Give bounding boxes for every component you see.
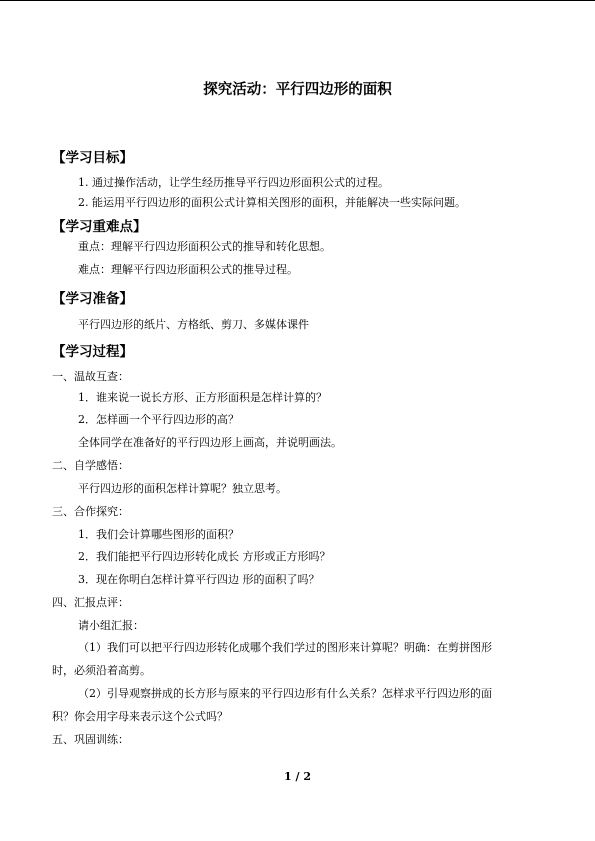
process-line: 1．我们会计算哪些图形的面积？ <box>78 528 239 541</box>
process-line: 时，必须沿着高剪。 <box>52 664 151 677</box>
process-step: 四、汇报点评： <box>52 596 129 609</box>
section-heading-keypoints: 【学习重难点】 <box>52 219 147 235</box>
keypoint-item: 难点：理解平行四边形面积公式的推导过程。 <box>78 263 298 276</box>
process-step: 一、温故互查： <box>52 370 129 383</box>
process-line: 2．我们能把平行四边形转化成长 方形或正方形吗？ <box>78 550 331 563</box>
page-number: 1 / 2 <box>284 770 311 783</box>
process-line: 全体同学在准备好的平行四边形上画高，并说明画法。 <box>78 436 342 449</box>
section-heading-prep: 【学习准备】 <box>52 291 133 307</box>
keypoint-item: 重点：理解平行四边形面积公式的推导和转化思想。 <box>78 240 331 253</box>
page-title: 探究活动：平行四边形的面积 <box>203 82 392 98</box>
process-line: （1）我们可以把平行四边形转化成哪个我们学过的图形来计算呢？明确：在剪拼图形 <box>78 641 492 654</box>
goal-item: 2. 能运用平行四边形的面积公式计算相关图形的面积，并能解决一些实际问题。 <box>78 196 466 209</box>
section-heading-process: 【学习过程】 <box>52 344 133 360</box>
process-line: 3．现在你明白怎样计算平行四边 形的面积了吗？ <box>78 573 320 586</box>
section-heading-goals: 【学习目标】 <box>52 150 133 166</box>
process-line: （2）引导观察拼成的长方形与原来的平行四边形有什么关系？怎样求平行四边形的面 <box>78 687 492 700</box>
goal-item: 1. 通过操作活动，让学生经历推导平行四边形面积公式的过程。 <box>78 176 389 189</box>
process-step: 五、巩固训练： <box>52 733 129 746</box>
process-line: 1．谁来说一说长方形、正方形面积是怎样计算的？ <box>78 391 327 404</box>
top-rule <box>0 0 595 1</box>
process-line: 积？你会用字母来表示这个公式吗？ <box>52 710 228 723</box>
process-line: 2．怎样画一个平行四边形的高？ <box>78 413 239 426</box>
process-line: 请小组汇报： <box>78 619 144 632</box>
prep-item: 平行四边形的纸片、方格纸、剪刀、多媒体课件 <box>78 318 309 331</box>
process-step: 三、合作探究： <box>52 505 129 518</box>
process-line: 平行四边形的面积怎样计算呢？独立思考。 <box>78 482 287 495</box>
process-step: 二、自学感悟： <box>52 459 129 472</box>
